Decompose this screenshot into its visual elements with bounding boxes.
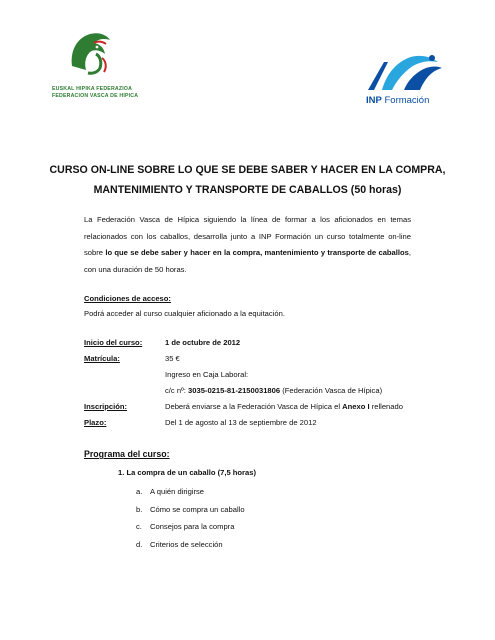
program-item (136, 540, 223, 549)
program-item-letter: b. (136, 505, 143, 514)
registration-label: Inscripción: (84, 402, 128, 411)
registration-annex: Anexo I (342, 402, 370, 411)
intro-paragraph (84, 212, 411, 278)
deadline-label: Plazo: (84, 418, 107, 427)
intro-text-1: La Federación Vasca de Hípica siguiendo la línea de formar a los aficionados en temas relacionados con los caballos, desarrolla junto a INP Formación un curso totalmente on-line sobre (84, 215, 411, 257)
fee-value: 35 € (165, 354, 180, 363)
fee-label: Matrícula: (84, 354, 120, 363)
start-value: 1 de octubre de 2012 (165, 338, 241, 347)
federation-name-line1: EUSKAL HIPIKA FEDERAZIOA (52, 86, 133, 92)
inp-brand-rest: Formación (381, 95, 430, 106)
federation-name (52, 86, 138, 99)
program-item (136, 522, 234, 531)
program-module-1: 1. La compra de un caballo (7,5 horas) (118, 468, 256, 477)
program-item-text: Cómo se compra un caballo (150, 505, 245, 514)
inp-brand-bold: INP (366, 95, 382, 106)
inp-formacion-wordmark (366, 95, 429, 106)
intro-text-bold: lo que se debe saber y hacer en la compra, mantenimiento y transporte de caballos (105, 248, 409, 257)
start-label: Inicio del curso: (84, 338, 143, 347)
program-item (136, 505, 245, 514)
deadline-value: Del 1 de agosto al 13 de septiembre de 2012 (165, 418, 317, 427)
payment-text: Ingreso en Caja Laboral: (165, 370, 249, 379)
federation-name-line2: FEDERACION VASCA DE HIPICA (52, 92, 139, 99)
registration-value (165, 402, 403, 411)
intro-text-2: , con una duración de 50 horas. (84, 248, 411, 274)
program-item (136, 487, 204, 496)
program-item-letter: a. (136, 487, 143, 496)
account-suffix: (Federación Vasca de Hípica) (280, 386, 383, 395)
document-title-line2: MANTENIMIENTO Y TRANSPORTE DE CABALLOS (50 horas) (93, 184, 402, 196)
account-prefix: c/c nº: (165, 386, 189, 395)
program-item-text: Criterios de selección (150, 540, 223, 549)
document-title-line1: CURSO ON-LINE SOBRE LO QUE SE DEBE SABER Y HACER EN LA COMPRA, (49, 164, 446, 176)
program-item-text: A quién dirigirse (150, 487, 205, 496)
federation-horse-logo (66, 28, 118, 78)
program-item-letter: d. (136, 540, 143, 549)
program-heading: Programa del curso: (84, 449, 170, 459)
program-item-text: Consejos para la compra (150, 522, 235, 531)
program-item-letter: c. (136, 522, 142, 531)
access-heading: Condiciones de acceso: (84, 294, 171, 303)
registration-text-2: rellenado (369, 402, 403, 411)
registration-text-1: Deberá enviarse a la Federación Vasca de Hípica el (165, 402, 343, 411)
account-line (165, 386, 382, 395)
access-text: Podrá acceder al curso cualquier aficionado a la equitación. (84, 309, 285, 318)
account-number: 3035-0215-81-2150031806 (188, 386, 281, 395)
